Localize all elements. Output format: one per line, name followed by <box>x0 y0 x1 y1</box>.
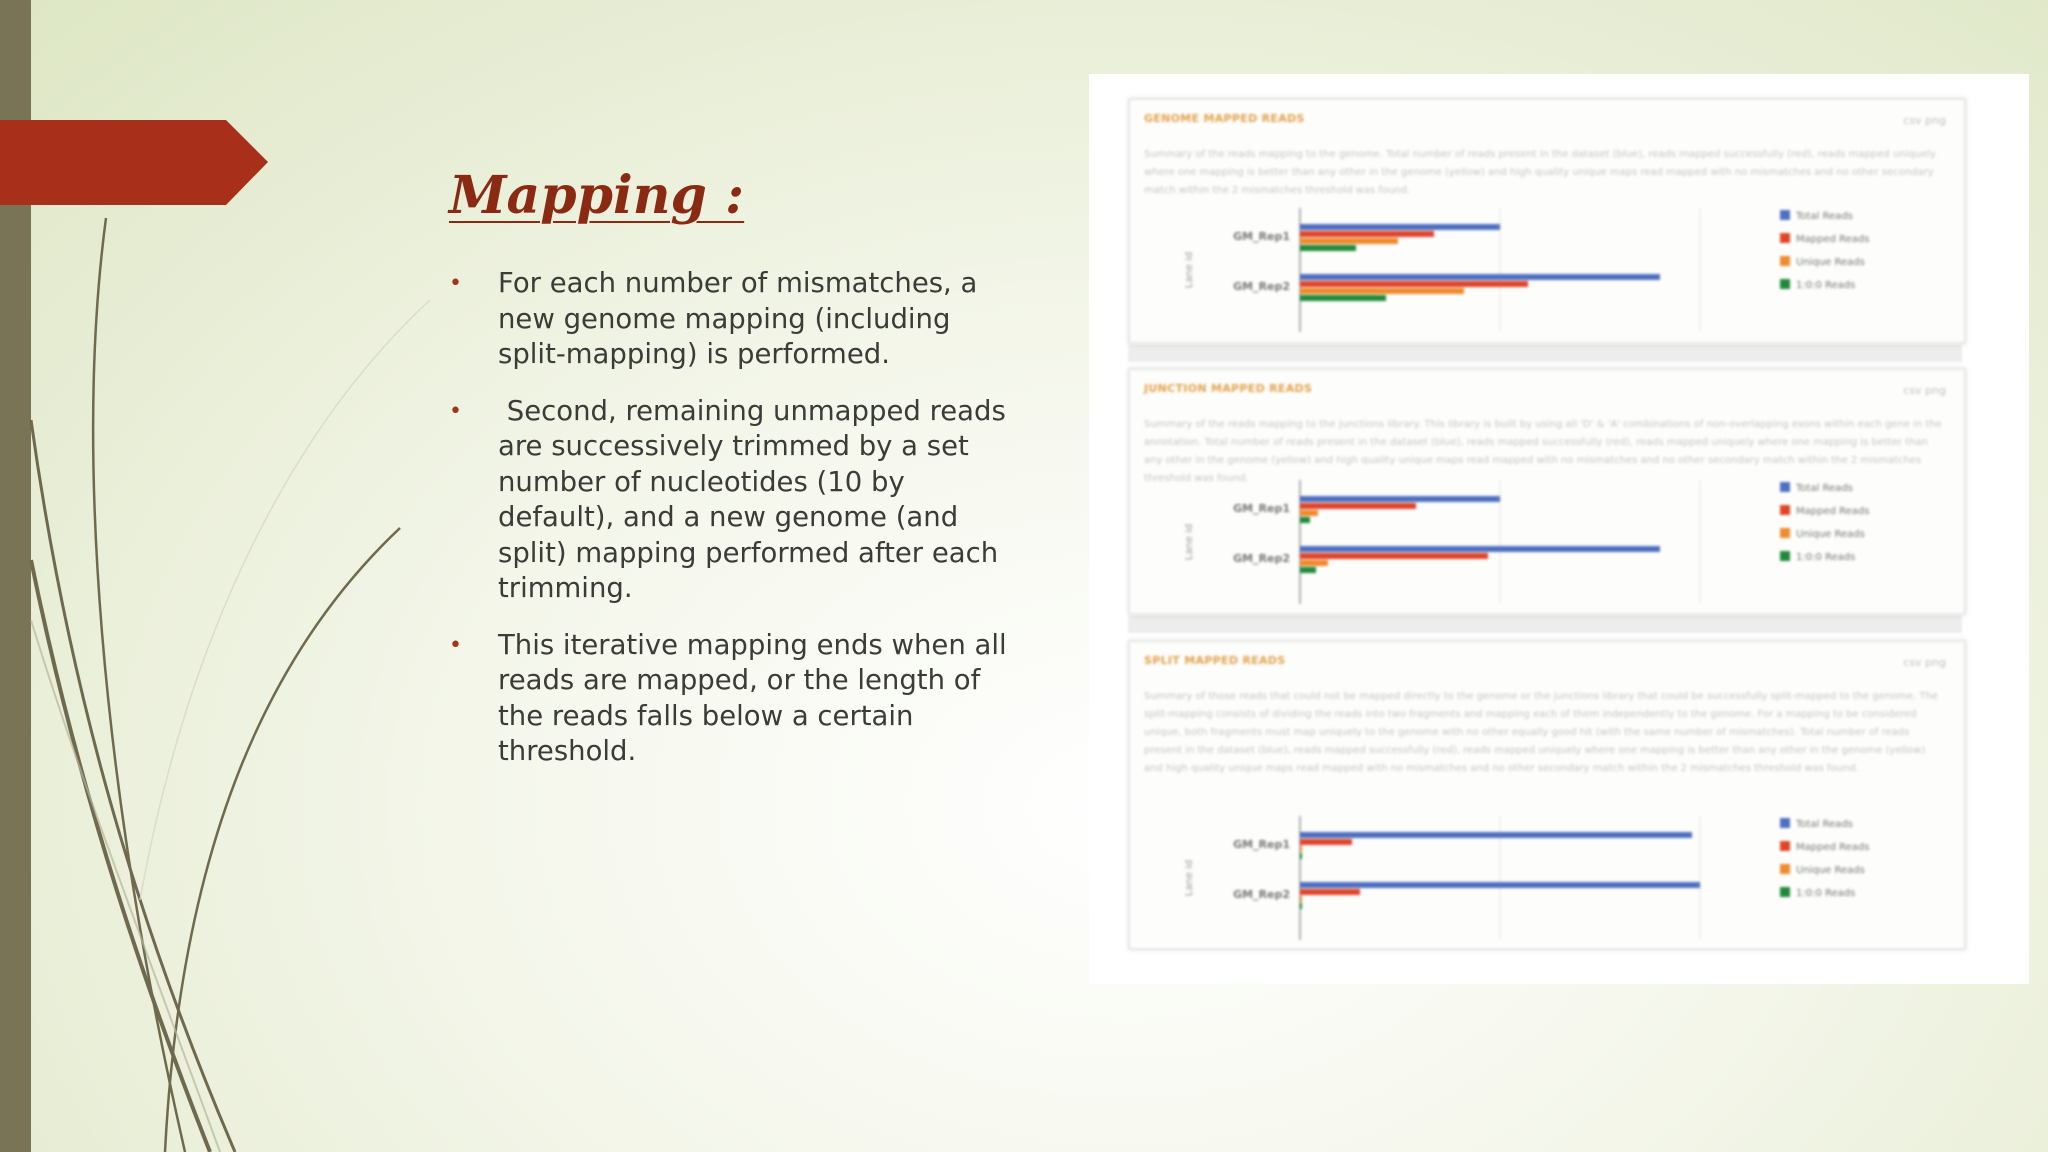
genome-mapped-reads-panel <box>1128 98 1966 344</box>
category-label: GM_Rep2 <box>1233 280 1290 293</box>
bullet-list <box>449 266 1019 791</box>
legend-label: Mapped Reads <box>1796 506 1870 517</box>
panel-title: JUNCTION MAPPED READS <box>1144 382 1313 395</box>
title-flag-shape <box>0 120 268 205</box>
category-label: GM_Rep1 <box>1233 838 1290 851</box>
bar <box>1300 510 1318 516</box>
panel-description: Summary of those reads that could not be mapped directly to the genome or the junctions library that could be successfully split-mapped to the genome. The split-mapping consists of dividing the reads into two fragments and mapping each of them independently to the genome. For a mapping to be considered unique, both fragments must map uniquely to the genome with no other equally good hit (with the same number of mismatches). Total number of reads present in the dataset (blue), reads mapped successfully (red), reads mapped uniquely where one mapping is better than any other in the genome (yellow) and high quality unique maps read mapped with no mismatches and no other secondary match within the 2 mismatches threshold was found. <box>1144 691 1939 774</box>
y-axis-label: Lane id <box>1184 251 1195 289</box>
bar <box>1300 546 1660 552</box>
bar <box>1300 503 1416 509</box>
bar <box>1300 281 1528 287</box>
legend-swatch <box>1780 551 1790 561</box>
panel-export-tools[interactable]: csv png <box>1903 384 1946 397</box>
bullet-text: Second, remaining unmapped reads are successively trimmed by a set number of nucleotides (10 by default), and a new genome (and split) mapping performed after each trimming. <box>498 394 1015 604</box>
bar <box>1300 889 1360 895</box>
bullet-item <box>449 394 1019 607</box>
bullet-marker: • <box>449 271 462 296</box>
legend-swatch <box>1780 210 1790 220</box>
bar <box>1300 846 1302 852</box>
y-axis-label: Lane id <box>1184 859 1195 897</box>
bullet-marker: • <box>449 632 462 658</box>
bar-chart <box>1130 472 1964 612</box>
legend-swatch <box>1780 887 1790 897</box>
legend-swatch <box>1780 864 1790 874</box>
bar <box>1300 295 1386 301</box>
bar <box>1300 882 1700 888</box>
bar <box>1300 832 1692 838</box>
panel-separator <box>1128 344 1962 362</box>
legend-label: Mapped Reads <box>1796 234 1870 245</box>
legend-label: Unique Reads <box>1796 529 1865 540</box>
bar <box>1300 560 1328 566</box>
legend-swatch <box>1780 233 1790 243</box>
bar <box>1300 288 1464 294</box>
legend-label: Total Reads <box>1796 211 1853 222</box>
legend-label: Unique Reads <box>1796 257 1865 268</box>
category-label: GM_Rep1 <box>1233 502 1290 515</box>
panel-export-tools[interactable]: csv png <box>1903 114 1946 127</box>
panel-export-tools[interactable]: csv png <box>1903 656 1946 669</box>
legend-swatch <box>1780 528 1790 538</box>
bar-chart <box>1130 200 1964 340</box>
legend-label: 1:0:0 Reads <box>1796 888 1856 899</box>
legend-swatch <box>1780 818 1790 828</box>
legend-label: Total Reads <box>1796 483 1853 494</box>
legend-swatch <box>1780 841 1790 851</box>
bar <box>1300 517 1310 523</box>
slide-title: Mapping : <box>449 165 745 226</box>
bar <box>1300 238 1398 244</box>
split-mapped-reads-panel <box>1128 640 1966 950</box>
legend-swatch <box>1780 256 1790 266</box>
legend-swatch <box>1780 505 1790 515</box>
panel-separator <box>1128 615 1962 633</box>
bar <box>1300 839 1352 845</box>
legend-label: Total Reads <box>1796 819 1853 830</box>
legend-label: 1:0:0 Reads <box>1796 552 1856 563</box>
junction-mapped-reads-panel <box>1128 368 1966 615</box>
panel-description: Summary of the reads mapping to the genome. Total number of reads present in the dataset (blue), reads mapped successfully (red), reads mapped uniquely where one mapping is better than any other in the genome (yellow) and high quality unique maps read mapped with no mismatches and no other secondary match within the 2 mismatches threshold was found. <box>1144 149 1936 196</box>
bar <box>1300 224 1500 230</box>
bar <box>1300 896 1302 902</box>
bar <box>1300 903 1302 909</box>
y-axis-label: Lane id <box>1184 523 1195 561</box>
bar <box>1300 231 1434 237</box>
category-label: GM_Rep2 <box>1233 552 1290 565</box>
legend-label: 1:0:0 Reads <box>1796 280 1856 291</box>
panel-description: Summary of the reads mapping to the junctions library. This library is built by using all 'D' & 'A' combinations of non-overlapping exons within each gene in the annotation. Total number of reads present in the dataset (blue), reads mapped successfully (red), reads mapped uniquely where one mapping is better than any other in the genome (yellow) and high quality unique maps read mapped with no mismatches and no other secondary match within the 2 mismatches threshold was found. <box>1144 419 1942 484</box>
category-label: GM_Rep2 <box>1233 888 1290 901</box>
bullet-text: For each number of mismatches, a new genome mapping (including split-mapping) is performed. <box>498 267 978 370</box>
bar <box>1300 553 1488 559</box>
bar <box>1300 274 1660 280</box>
legend-swatch <box>1780 482 1790 492</box>
panel-title: SPLIT MAPPED READS <box>1144 654 1286 667</box>
bullet-marker: • <box>449 398 462 424</box>
legend-label: Unique Reads <box>1796 865 1865 876</box>
mapping-stats-figure <box>1089 74 2029 984</box>
legend-label: Mapped Reads <box>1796 842 1870 853</box>
bullet-item <box>449 266 1019 373</box>
bar <box>1300 853 1302 859</box>
bullet-text: This iterative mapping ends when all reads are mapped, or the length of the reads falls below a certain threshold. <box>498 628 1007 767</box>
panel-title: GENOME MAPPED READS <box>1144 112 1305 125</box>
bullet-item <box>449 628 1019 770</box>
bar <box>1300 245 1356 251</box>
bar <box>1300 567 1316 573</box>
category-label: GM_Rep1 <box>1233 230 1290 243</box>
bar <box>1300 496 1500 502</box>
bar-chart <box>1130 808 1964 948</box>
legend-swatch <box>1780 279 1790 289</box>
